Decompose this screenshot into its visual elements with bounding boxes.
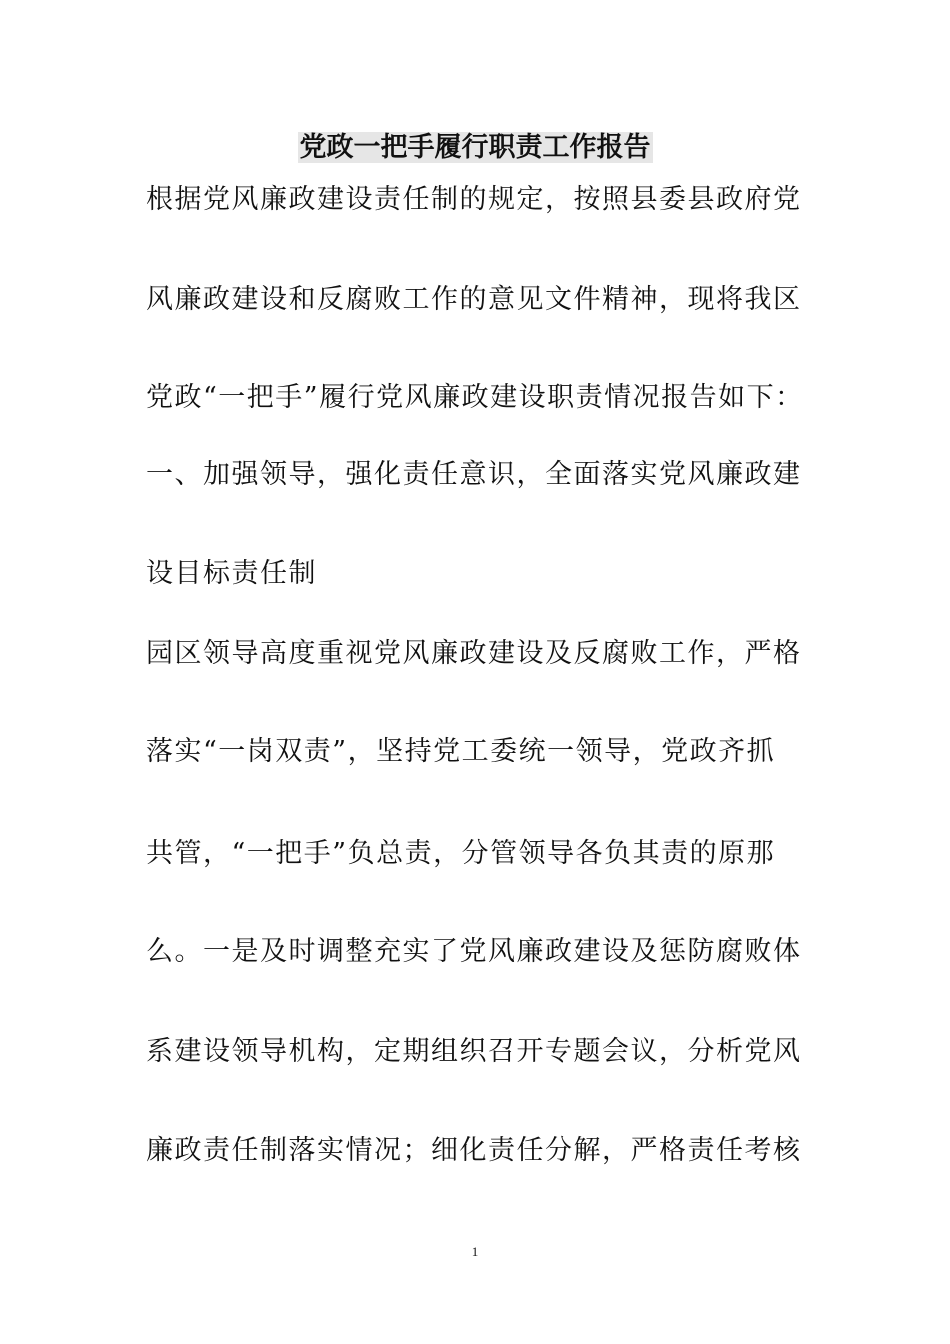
body-line: 风廉政建设和反腐败工作的意见文件精神，现将我区 bbox=[146, 284, 802, 315]
body-line: 园区领导高度重视党风廉政建设及反腐败工作，严格 bbox=[146, 638, 802, 669]
document-title-text: 党政一把手履行职责工作报告 bbox=[299, 132, 651, 163]
section-heading-line: 一、加强领导，强化责任意识，全面落实党风廉政建 bbox=[146, 459, 802, 490]
body-line: 廉政责任制落实情况；细化责任分解，严格责任考核 bbox=[146, 1135, 802, 1166]
page-number: 1 bbox=[471, 1244, 479, 1259]
body-line: 么。一是及时调整充实了党风廉政建设及惩防腐败体 bbox=[146, 936, 802, 967]
body-line: 党政“一把手”履行党风廉政建设职责情况报告如下： bbox=[146, 382, 804, 413]
body-line: 共管，“一把手”负总责，分管领导各负其责的原那 bbox=[146, 838, 776, 869]
body-line: 落实“一岗双责”，坚持党工委统一领导，党政齐抓 bbox=[146, 736, 776, 767]
body-line: 系建设领导机构，定期组织召开专题会议，分析党风 bbox=[146, 1036, 802, 1067]
document-title bbox=[0, 128, 950, 168]
section-heading-line: 设目标责任制 bbox=[146, 558, 317, 589]
body-line: 根据党风廉政建设责任制的规定，按照县委县政府党 bbox=[146, 184, 802, 215]
